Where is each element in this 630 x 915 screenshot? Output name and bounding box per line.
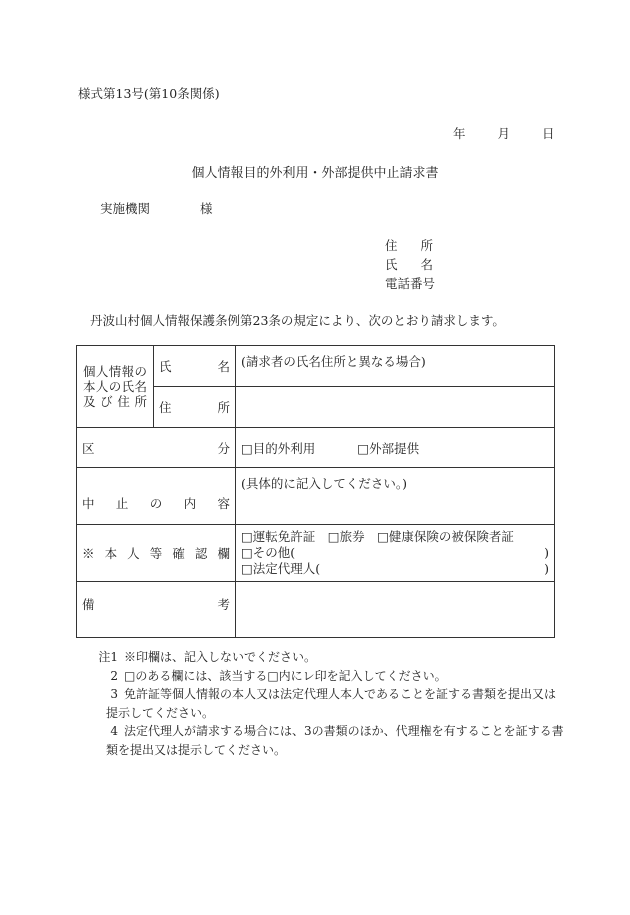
remarks-label-cell xyxy=(77,582,236,638)
identity-agent-close: ) xyxy=(544,561,549,576)
content-note: (具体的に記入してください。) xyxy=(241,476,408,491)
identity-doc-options[interactable]: □運転免許証 □旅券 □健康保険の被保険者証 xyxy=(241,529,514,544)
note-item xyxy=(88,685,564,704)
intro-text: 丹波山村個人情報保護条例第23条の規定により、次のとおり請求します。 xyxy=(90,313,505,328)
person-header-line2: 本人の氏名 xyxy=(83,379,147,394)
identity-label-cell xyxy=(77,525,236,582)
note-item xyxy=(88,667,564,686)
note-text: □のある欄には、該当する□内にレ印を記入してください。 xyxy=(124,668,447,683)
person-header-cell xyxy=(77,346,154,428)
recipient-suffix: 様 xyxy=(200,201,213,216)
identity-agent-option[interactable]: □法定代理人( xyxy=(241,561,321,576)
identity-label: ※本人等確認欄 xyxy=(82,546,230,561)
person-address-field[interactable] xyxy=(236,387,555,428)
remarks-label: 備 考 xyxy=(82,596,230,612)
note-number: 3 xyxy=(110,687,118,701)
person-name-label-cell xyxy=(154,346,236,387)
content-label-cell xyxy=(77,468,236,525)
note-number: 注1 xyxy=(98,650,118,664)
applicant-address-label: 住 所 xyxy=(385,238,433,253)
note-text: 法定代理人が請求する場合には、3の書類のほか、代理権を有することを証する書 xyxy=(124,724,564,738)
note-text: ※印欄は、記入しないでください。 xyxy=(124,650,317,664)
note-item xyxy=(88,722,564,741)
checkbox-purpose-outside-use[interactable]: □目的外利用 xyxy=(241,440,316,456)
applicant-phone xyxy=(385,274,435,292)
recipient-label: 実施機関 xyxy=(100,201,151,216)
content-field[interactable] xyxy=(236,468,555,525)
checkbox-external-provision[interactable]: □外部提供 xyxy=(357,440,420,456)
identity-other-close: ) xyxy=(544,545,549,560)
form-number: 様式第13号(第10条関係) xyxy=(78,86,220,101)
date-line xyxy=(453,124,555,142)
note-number: 4 xyxy=(110,724,118,738)
identity-other-option[interactable]: □その他( xyxy=(241,545,296,560)
note-item xyxy=(88,648,564,667)
category-label: 区 分 xyxy=(82,440,230,456)
remarks-field[interactable] xyxy=(236,582,555,638)
person-name-field[interactable] xyxy=(236,346,555,387)
person-header-line3: 及び住所 xyxy=(83,394,147,409)
note-number: 2 xyxy=(110,668,118,683)
category-label-cell xyxy=(77,428,236,468)
category-options-cell xyxy=(236,428,555,468)
note-text: 免許証等個人情報の本人又は法定代理人本人であることを証する書類を提出又は xyxy=(124,687,557,701)
date-day-label: 日 xyxy=(542,126,555,141)
notes xyxy=(88,648,564,759)
note-continuation: 提示してください。 xyxy=(106,705,215,720)
person-address-label: 住 所 xyxy=(159,400,230,415)
applicant-name-label: 氏 名 xyxy=(385,257,433,272)
person-address-label-cell xyxy=(154,387,236,428)
request-table xyxy=(76,345,555,638)
person-name-note: (請求者の氏名住所と異なる場合) xyxy=(241,354,426,369)
identity-options-cell xyxy=(236,525,555,582)
person-header-line1: 個人情報の xyxy=(83,364,147,379)
content-label: 中止の内容 xyxy=(82,496,230,511)
applicant-address xyxy=(385,236,433,254)
date-month-label: 月 xyxy=(497,126,511,141)
recipient-line xyxy=(100,199,213,217)
applicant-name xyxy=(385,255,433,273)
note-continuation: 類を提出又は提示してください。 xyxy=(106,742,287,757)
date-year-label: 年 xyxy=(453,126,466,141)
person-name-label: 氏 名 xyxy=(159,359,230,374)
document-title: 個人情報目的外利用・外部提供中止請求書 xyxy=(191,166,439,181)
applicant-phone-label: 電話番号 xyxy=(385,276,436,291)
